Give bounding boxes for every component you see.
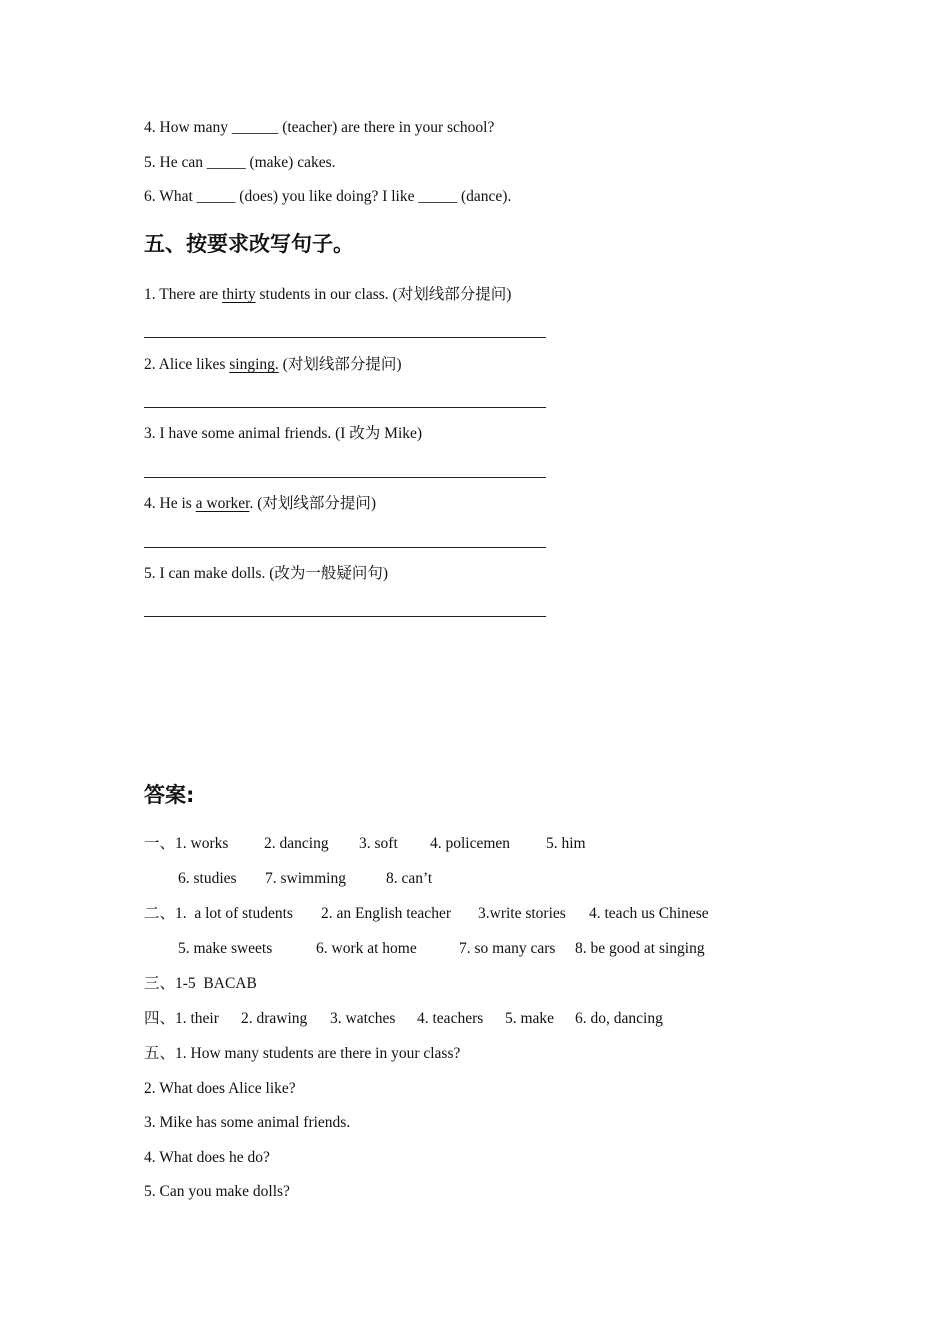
q2-text-end: (对划线部分提问) — [278, 356, 402, 373]
answers-heading: 答案: — [144, 783, 195, 807]
answer-blank-line-1 — [144, 337, 546, 338]
rewrite-question-4 — [144, 494, 376, 514]
answer-2-1: 二、1. a lot of students — [144, 905, 293, 922]
answer-1-3: 3. soft — [359, 835, 398, 852]
q4-text-start: 4. He is — [144, 495, 196, 512]
answer-4-2: 2. drawing — [241, 1010, 308, 1027]
q1-text-end: students in our class. (对划线部分提问) — [255, 286, 512, 303]
rewrite-question-2 — [144, 355, 401, 375]
fill-in-question-5: 5. He can _____ (make) cakes. — [144, 154, 336, 171]
answer-5-2: 2. What does Alice like? — [144, 1080, 296, 1097]
answer-5-4: 4. What does he do? — [144, 1149, 270, 1166]
answer-5-5: 5. Can you make dolls? — [144, 1183, 290, 1200]
answer-2-8: 8. be good at singing — [575, 940, 705, 957]
section-5-heading: 五、按要求改写句子。 — [144, 232, 354, 256]
answer-2-2: 2. an English teacher — [321, 905, 451, 922]
answer-blank-line-5 — [144, 616, 546, 617]
answer-4-6: 6. do, dancing — [575, 1010, 663, 1027]
q4-text-end: . (对划线部分提问) — [249, 495, 377, 512]
answer-2-5: 5. make sweets — [178, 940, 273, 957]
q2-text-start: 2. Alice likes — [144, 356, 230, 373]
answer-4-1: 四、1. their — [144, 1010, 219, 1027]
answer-1-1: 一、1. works — [144, 835, 229, 852]
answer-1-7: 7. swimming — [265, 870, 346, 887]
answer-blank-line-2 — [144, 407, 546, 408]
answer-4-4: 4. teachers — [417, 1010, 484, 1027]
answer-3: 三、1-5 BACAB — [144, 975, 257, 992]
answer-2-6: 6. work at home — [316, 940, 417, 957]
q2-underlined-word: singing. — [229, 356, 279, 373]
fill-in-question-4: 4. How many ______ (teacher) are there in your school? — [144, 119, 495, 136]
rewrite-question-1 — [144, 285, 511, 305]
answer-2-7: 7. so many cars — [459, 940, 556, 957]
rewrite-question-3: 3. I have some animal friends. (I 改为 Mike) — [144, 425, 423, 442]
q4-underlined-word: a worker — [195, 495, 250, 512]
answer-1-2: 2. dancing — [264, 835, 329, 852]
answer-1-5: 5. him — [546, 835, 586, 852]
answer-1-6: 6. studies — [178, 870, 237, 887]
answer-1-4: 4. policemen — [430, 835, 511, 852]
answer-blank-line-3 — [144, 477, 546, 478]
answer-4-5: 5. make — [505, 1010, 555, 1027]
answer-2-4: 4. teach us Chinese — [589, 905, 709, 922]
fill-in-question-6: 6. What _____ (does) you like doing? I like _____ (dance). — [144, 188, 512, 205]
answer-5-3: 3. Mike has some animal friends. — [144, 1114, 351, 1131]
rewrite-question-5: 5. I can make dolls. (改为一般疑问句) — [144, 565, 389, 582]
answer-1-8: 8. can’t — [386, 870, 433, 887]
answer-blank-line-4 — [144, 547, 546, 548]
answer-4-3: 3. watches — [330, 1010, 396, 1027]
q1-text-start: 1. There are — [144, 286, 223, 303]
answer-5-1: 五、1. How many students are there in your class? — [144, 1045, 461, 1062]
answer-2-3: 3.write stories — [478, 905, 566, 922]
q1-underlined-word: thirty — [222, 286, 256, 303]
